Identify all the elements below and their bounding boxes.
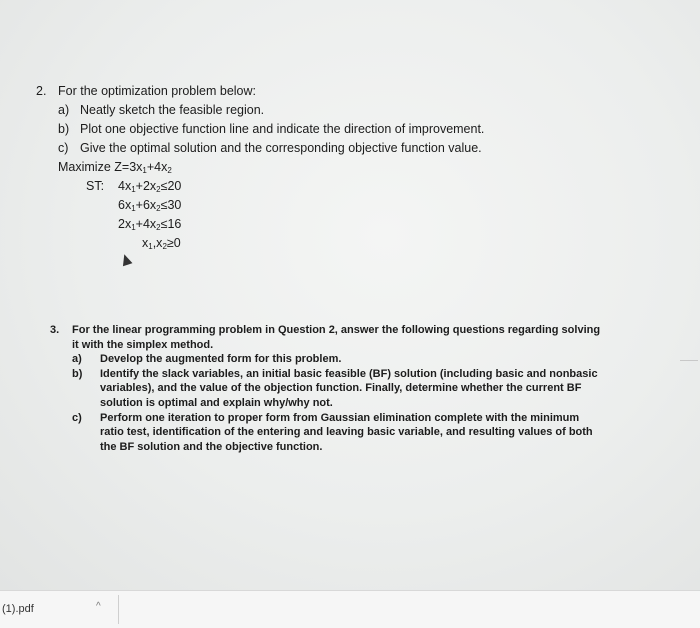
item-label: a) (58, 103, 70, 117)
list-item (72, 367, 670, 411)
question-2-header (36, 82, 676, 101)
constraint-1: $4x_1+2x_2\le 20$ (118, 179, 182, 194)
item-text: Identify the slack variables, an initial basic feasible (BF) solution (including basic and nonbasic variables), and the value of the objection function. Finally, determine whether the current BF solution is optimal and explain why/why not. (100, 367, 598, 409)
item-label: c) (58, 141, 69, 155)
question-intro: For the linear programming problem in Question 2, answer the following questions regarding solving it with the simplex method. (72, 324, 601, 351)
item-text: Neatly sketch the feasible region. (80, 103, 265, 117)
question-3-header (50, 323, 670, 352)
constraint-nonnegativity: $x_1,x_2\ge 0$ (142, 236, 181, 251)
list-item (58, 139, 676, 158)
question-2-items (58, 101, 676, 158)
list-item (58, 120, 676, 139)
chevron-up-icon[interactable]: ^ (96, 601, 101, 612)
item-text: Give the optimal solution and the corresponding objective function value. (80, 141, 482, 155)
download-bar (0, 590, 700, 628)
question-3 (50, 323, 670, 454)
item-text: Develop the augmented form for this problem. (100, 353, 342, 366)
constraint-2: $6x_1+6x_2\le 30$ (118, 198, 182, 213)
page-mark (680, 360, 698, 361)
question-number: 3. (50, 324, 60, 336)
item-label: c) (72, 411, 82, 424)
question-2 (36, 82, 676, 253)
item-text: Plot one objective function line and indicate the direction of improvement. (80, 122, 485, 136)
item-text: Perform one iteration to proper form from Gaussian elimination complete with the minimum ratio test, identification of the entering and leaving basic variable, and resulting values of both the BF solution and the objective function. (100, 411, 593, 453)
question-intro: For the optimization problem below: (58, 84, 257, 98)
item-label: b) (72, 367, 83, 380)
list-item (72, 411, 670, 455)
objective-function: Maximize $Z=3x_1+4x_2$ (58, 160, 172, 175)
divider (118, 595, 119, 624)
constraint-3: $2x_1+4x_2\le 16$ (118, 217, 182, 232)
list-item (72, 352, 670, 367)
download-file-name[interactable]: (1).pdf (2, 603, 34, 615)
list-item (58, 101, 676, 120)
constraint-row (86, 177, 676, 196)
st-label: ST: (86, 179, 105, 193)
item-label: a) (72, 353, 82, 366)
question-number: 2. (36, 84, 47, 98)
mouse-cursor-icon (120, 253, 133, 267)
item-label: b) (58, 122, 70, 136)
